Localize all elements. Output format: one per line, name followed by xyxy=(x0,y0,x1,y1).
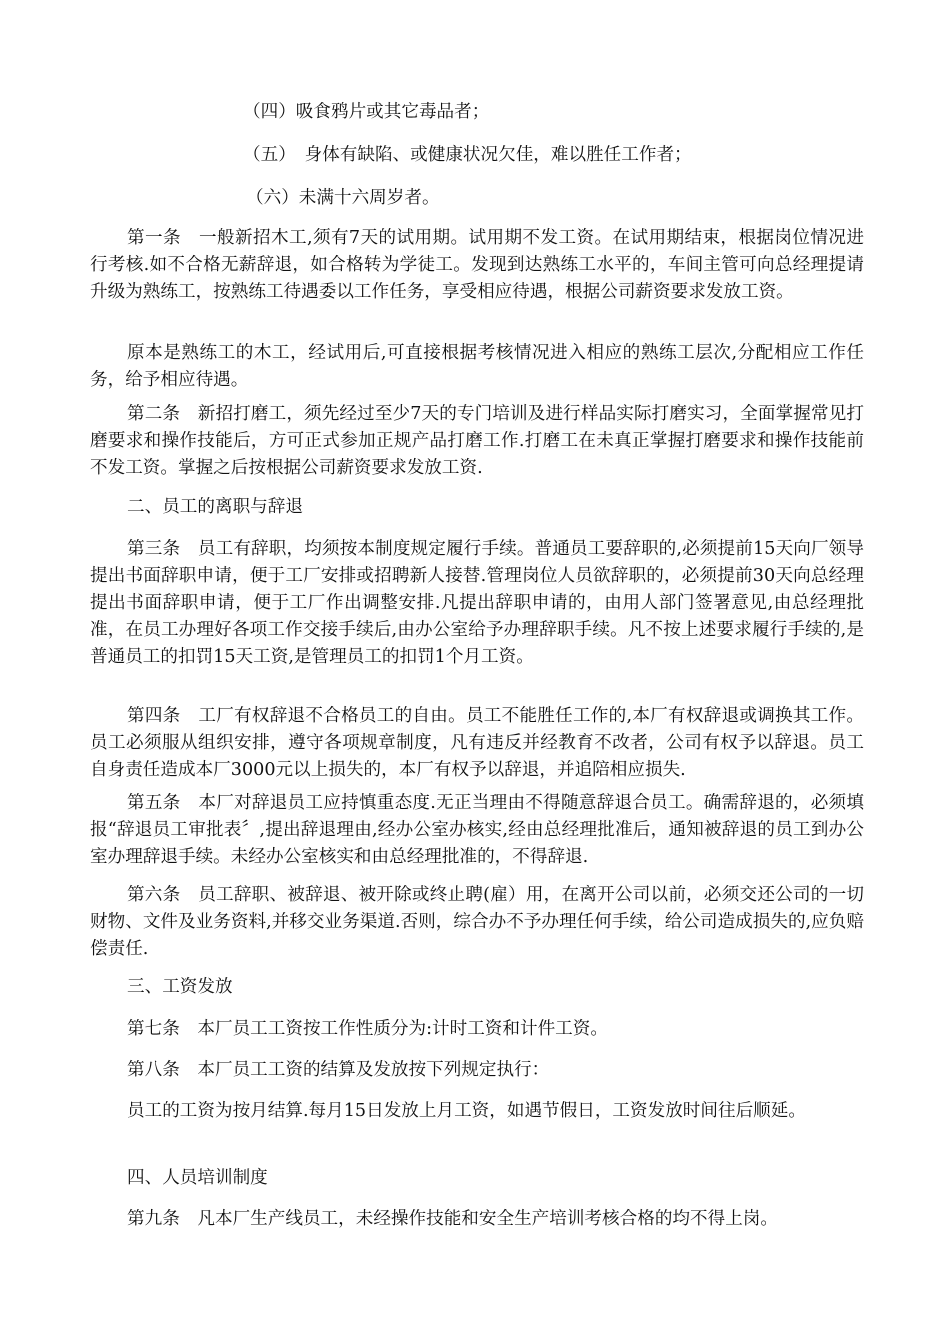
list-item-6: （六）未满十六周岁者。 xyxy=(246,188,440,208)
section-heading-4: 四、人员培训制度 xyxy=(127,1168,268,1188)
list-item-5: （五） 身体有缺陷、或健康状况欠佳，难以胜任工作者； xyxy=(243,145,692,165)
article-4: 第四条 工厂有权辞退不合格员工的自由。员工不能胜任工作的,本厂有权辞退或调换其工作。员工必须服从组织安排，遵守各项规章制度，凡有违反并经教育不改者，公司有权予以辞退。员工自身责任造成本厂3000元以上损失的，本厂有权予以辞退，并追陪相应损失. xyxy=(90,706,864,780)
article-7: 第七条 本厂员工工资按工作性质分为:计时工资和计件工资。 xyxy=(127,1019,608,1039)
article-3: 第三条 员工有辞职，均须按本制度规定履行手续。普通员工要辞职的,必须提前15天向厂领导提出书面辞职申请，便于工厂安排或招聘新人接替.管理岗位人员欲辞职的，必须提前30天向总经理提出书面辞职申请，便于工厂作出调整安排.凡提出辞职申请的，由用人部门签署意见,由总经理批准，在员工办理好各项工作交接手续后,由办公室给予办理辞职手续。凡不按上述要求履行手续的,是普通员工的扣罚15天工资,是管理员工的扣罚1个月工资。 xyxy=(90,539,864,667)
paragraph-salary-schedule: 员工的工资为按月结算.每月15日发放上月工资，如遇节假日，工资发放时间往后顺延。 xyxy=(127,1101,806,1121)
article-1: 第一条 一般新招木工,须有7天的试用期。试用期不发工资。在试用期结束，根据岗位情况进行考核.如不合格无薪辞退，如合格转为学徒工。发现到达熟练工水平的，车间主管可向总经理提请升级为熟练工，按熟练工待遇委以工作任务，享受相应待遇，根据公司薪资要求发放工资。 xyxy=(90,228,864,302)
section-heading-3: 三、工资发放 xyxy=(127,977,233,997)
list-item-4: （四）吸食鸦片或其它毒品者； xyxy=(243,102,490,122)
article-2: 第二条 新招打磨工，须先经过至少7天的专门培训及进行样品实际打磨实习，全面掌握常见打磨要求和操作技能后，方可正式参加正规产品打磨工作.打磨工在未真正掌握打磨要求和操作技能前不发工资。掌握之后按根据公司薪资要求发放工资. xyxy=(90,404,864,478)
section-heading-2: 二、员工的离职与辞退 xyxy=(127,497,303,517)
article-6: 第六条 员工辞职、被辞退、被开除或终止聘(雇）用，在离开公司以前，必须交还公司的一切财物、文件及业务资料,并移交业务渠道.否则，综合办不予办理任何手续，给公司造成损失的,应负赔偿责任. xyxy=(90,885,864,959)
article-5: 第五条 本厂对辞退员工应持慎重态度.无正当理由不得随意辞退合员工。确需辞退的，必须填报“辞退员工审批表〞,提出辞退理由,经办公室办核实,经由总经理批准后，通知被辞退的员工到办公室办理辞退手续。未经办公室核实和由总经理批准的，不得辞退. xyxy=(90,793,864,867)
paragraph-experienced-carpenter: 原本是熟练工的木工，经试用后,可直接根据考核情况进入相应的熟练工层次,分配相应工作任务，给予相应待遇。 xyxy=(90,343,864,390)
article-9: 第九条 凡本厂生产线员工，未经操作技能和安全生产培训考核合格的均不得上岗。 xyxy=(127,1209,778,1229)
article-8: 第八条 本厂员工工资的结算及发放按下列规定执行： xyxy=(127,1060,550,1080)
